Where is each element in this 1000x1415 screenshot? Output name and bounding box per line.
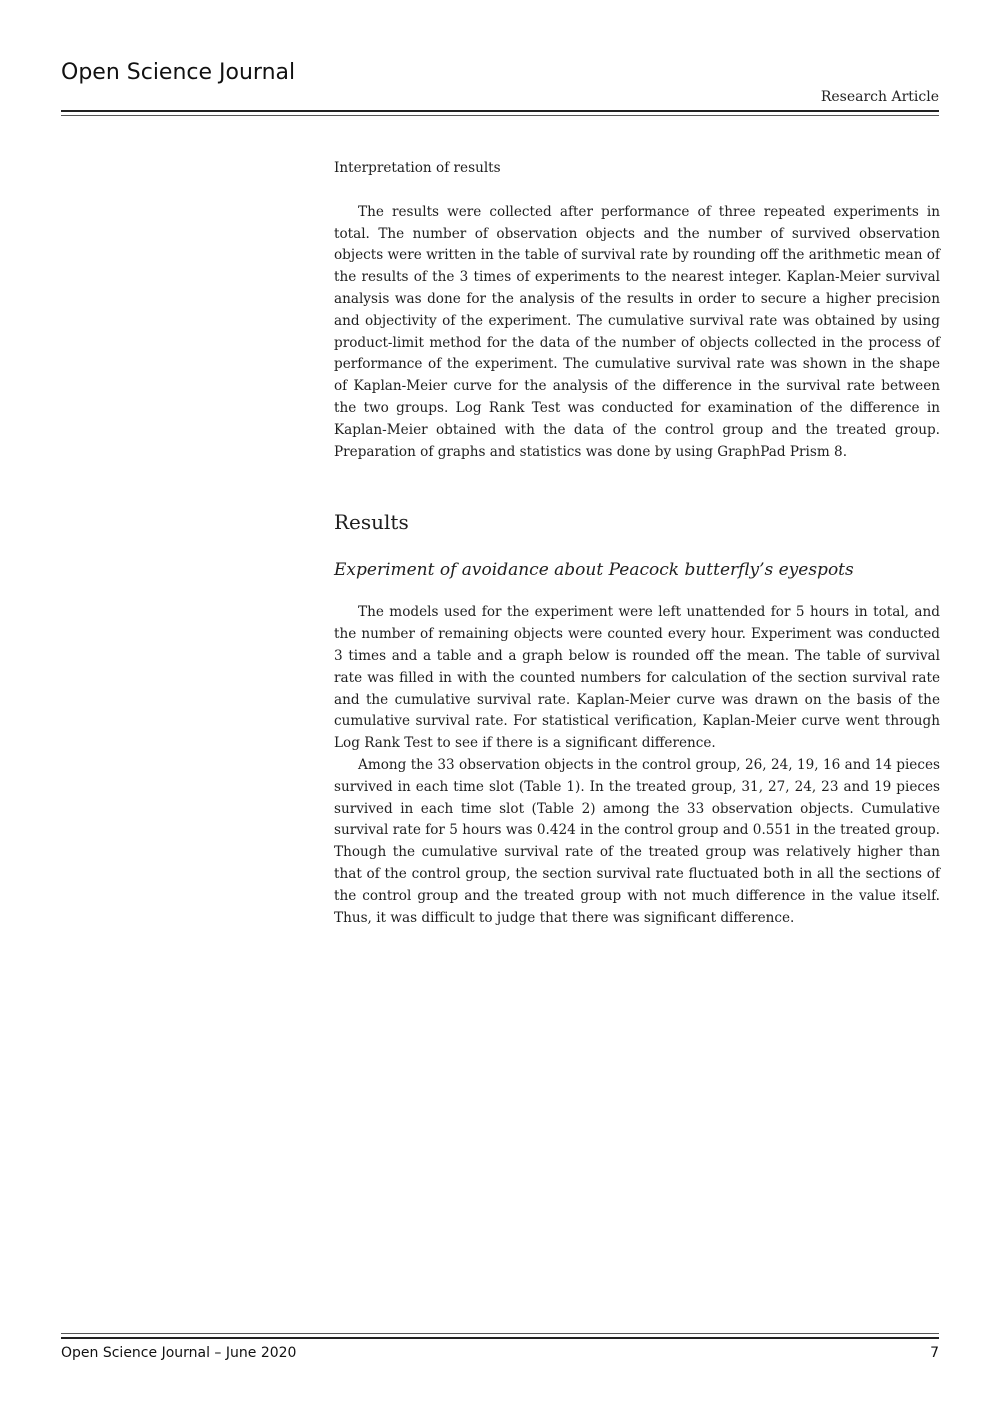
header-rule-thin — [61, 115, 939, 116]
results-paragraph-2: Among the 33 observation objects in the control group, 26, 24, 19, 16 and 14 pieces survived in each time slot (Table 1). In the treated group, 31, 27, 24, 23 and 19 pieces survived in each time slot (Table 2) among the 33 observation objects. Cumulative survival rate for 5 hours was 0.424 in the control group and 0.551 in the treated group. Though the cumulative survival rate of the treated group was relatively higher than that of the control group, the section survival rate fluctuated both in all the sections of the control group and the treated group with not much difference in the value itself. Thus, it was difficult to judge that there was significant difference. — [334, 756, 940, 926]
journal-title: Open Science Journal — [61, 60, 296, 85]
header-rule — [61, 110, 939, 112]
subsection-heading: Experiment of avoidance about Peacock butterfly’s eyespots — [334, 560, 854, 581]
footer-rule — [61, 1337, 939, 1339]
interpretation-paragraph: The results were collected after performance of three repeated experiments in total. The number of observation objects and the number of survived observation objects were written in the table of survival rate by rounding off the arithmetic mean of the results of the 3 times of experiments to the nearest integer. Kaplan-Meier survival analysis was done for the analysis of the results in order to secure a higher precision and objectivity of the experiment. The cumulative survival rate was obtained by using product-limit method for the data of the number of objects collected in the process of performance of the experiment. The cumulative survival rate was shown in the shape of Kaplan-Meier curve for the analysis of the difference in the survival rate between the two groups. Log Rank Test was conducted for examination of the difference in Kaplan-Meier obtained with the data of the control group and the treated group. Preparation of graphs and statistics was done by using GraphPad Prism 8. — [334, 203, 940, 460]
results-paragraph-1: The models used for the experiment were left unattended for 5 hours in total, and the number of remaining objects were counted every hour. Experiment was conducted 3 times and a table and a graph below is rounded off the mean. The table of survival rate was filled in with the counted numbers for calculation of the section survival rate and the cumulative survival rate. Kaplan-Meier curve was drawn on the basis of the cumulative survival rate. For statistical verification, Kaplan-Meier curve went through Log Rank Test to see if there is a significant difference. — [334, 604, 940, 752]
main-column — [334, 158, 940, 929]
footer-journal-issue: Open Science Journal – June 2020 — [61, 1345, 297, 1361]
footer-rule-thin — [61, 1333, 939, 1334]
results-heading: Results — [334, 510, 409, 535]
interpretation-label: Interpretation of results — [334, 160, 501, 176]
page-number: 7 — [930, 1345, 939, 1361]
article-type-label: Research Article — [820, 89, 939, 105]
